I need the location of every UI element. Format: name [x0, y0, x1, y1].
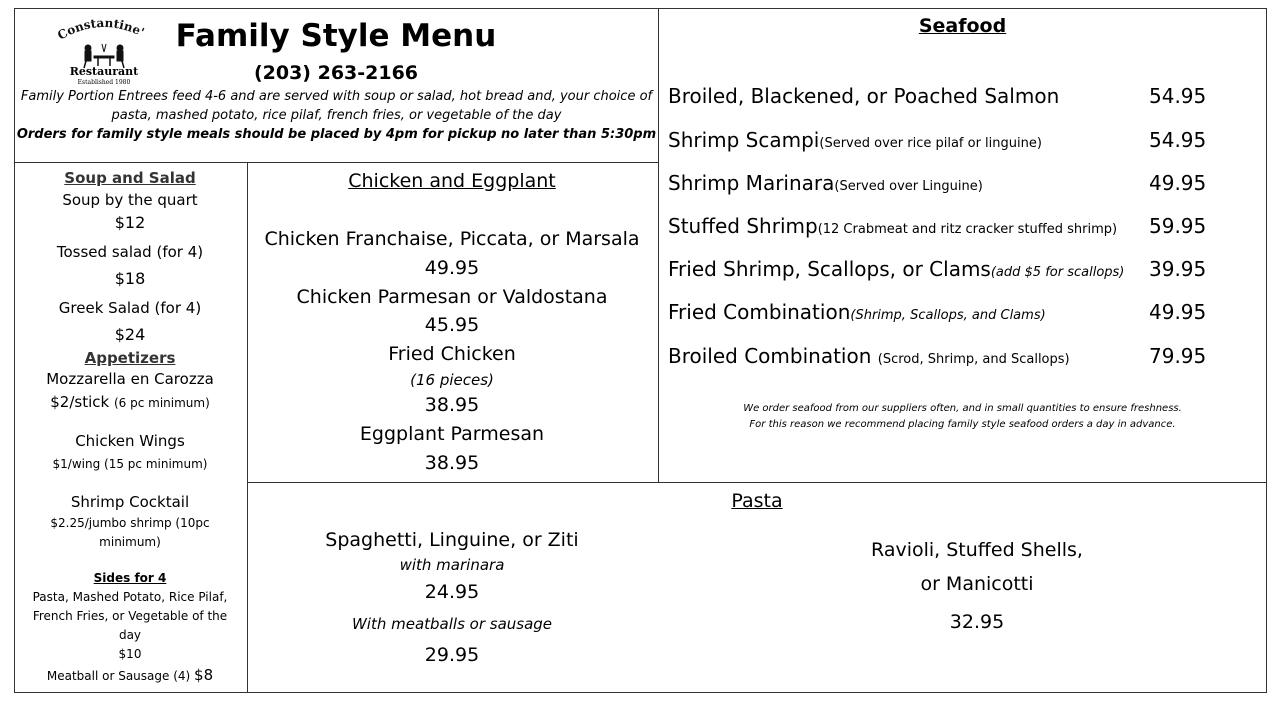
seafood-item-name: Fried Combination — [668, 300, 851, 324]
seafood-heading: Seafood — [918, 15, 1007, 37]
seafood-item-note: (Served over Linguine) — [834, 179, 983, 194]
seafood-item — [668, 213, 1228, 239]
mozzarella-price-line — [14, 393, 246, 411]
chicken-item-3-name: Fried Chicken — [388, 343, 516, 365]
svg-text:Constantine's: onstantine' — [64, 15, 147, 40]
pasta-right-price: 32.95 — [949, 611, 1005, 633]
seafood-item-price: 49.95 — [1149, 171, 1207, 195]
order-note: Orders for family style meals should be placed by 4pm for pickup no later than 5:30pm — [16, 127, 657, 142]
seafood-item — [668, 299, 1228, 325]
seafood-item-name: Shrimp Scampi — [668, 128, 820, 152]
pasta-left-name: Spaghetti, Linguine, or Ziti — [325, 529, 579, 551]
seafood-item-name: Stuffed Shrimp — [668, 214, 818, 238]
seafood-item-price: 54.95 — [1149, 84, 1207, 108]
pasta-heading: Pasta — [731, 490, 783, 512]
chicken-item-2-name: Chicken Parmesan or Valdostana — [296, 286, 608, 308]
seafood-item-name: Fried Shrimp, Scallops, or Clams — [668, 257, 991, 281]
pasta-right-line-2: or Manicotti — [920, 573, 1034, 595]
seafood-item-price: 79.95 — [1149, 344, 1207, 368]
chicken-heading: Chicken and Eggplant — [348, 170, 556, 192]
shrimp-cocktail-price-1: $2.25/jumbo shrimp (10pc — [50, 516, 210, 530]
seafood-item-name: Broiled, Blackened, or Poached Salmon — [668, 84, 1060, 108]
eggplant-name: Eggplant Parmesan — [359, 423, 545, 445]
wings-price: $1/wing — [52, 457, 101, 471]
intro-line-1: Family Portion Entrees feed 4-6 and are served with soup or salad, hot bread and, your choice of — [20, 89, 653, 104]
sides-line-1: Pasta, Mashed Potato, Rice Pilaf, — [32, 590, 228, 604]
seafood-item-note: (add $5 for scallops) — [990, 265, 1125, 280]
pasta-left-marinara: with marinara — [399, 556, 505, 574]
shrimp-cocktail-name: Shrimp Cocktail — [70, 493, 190, 511]
seafood-footnote-2: For this reason we recommend placing family style seafood orders a day in advance. — [749, 419, 1176, 430]
seafood-item-price: 59.95 — [1149, 214, 1207, 238]
sides-price: $10 — [118, 647, 142, 661]
sides-heading: Sides for 4 — [93, 571, 167, 585]
pasta-left-price-2: 29.95 — [424, 644, 480, 666]
soup-name: Soup by the quart — [62, 191, 198, 209]
seafood-item-name: Broiled Combination — [668, 344, 878, 368]
seafood-footnote-1: We order seafood from our suppliers often, and in small quantities to ensure freshness. — [743, 403, 1182, 414]
seafood-item-note: (12 Crabmeat and ritz cracker stuffed shrimp) — [817, 222, 1118, 237]
soup-salad-heading: Soup and Salad — [64, 169, 196, 187]
greek-salad-name: Greek Salad (for 4) — [58, 299, 202, 317]
sides-line-3: day — [118, 628, 142, 642]
eggplant-price: 38.95 — [424, 452, 480, 474]
meatball-line — [14, 666, 246, 684]
mozzarella-note: (6 pc minimum) — [113, 396, 210, 410]
tossed-salad-name: Tossed salad (for 4) — [56, 243, 204, 261]
sides-line-2: French Fries, or Vegetable of the — [32, 609, 228, 623]
seafood-item-price: 54.95 — [1149, 128, 1207, 152]
shrimp-cocktail-price-2: minimum) — [99, 535, 161, 549]
seafood-item — [668, 83, 1228, 109]
logo-restaurant-text: Restaurant — [69, 65, 139, 78]
seafood-item-note: (Scrod, Shrimp, and Scallops) — [877, 352, 1070, 367]
chicken-item-3-note: (16 pieces) — [410, 371, 494, 389]
chicken-item-1-name: Chicken Franchaise, Piccata, or Marsala — [264, 228, 640, 250]
wings-name: Chicken Wings — [75, 432, 185, 450]
meatball-text: Meatball or Sausage (4) — [46, 669, 191, 683]
intro-line-2: pasta, mashed potato, rice pilaf, french fries, or vegetable of the day — [111, 108, 562, 123]
tossed-salad-price: $18 — [114, 269, 146, 288]
page-title: Family Style Menu — [175, 18, 497, 54]
pasta-right-line-1: Ravioli, Stuffed Shells, — [871, 539, 1083, 561]
appetizers-heading: Appetizers — [84, 349, 176, 367]
phone-number: (203) 263-2166 — [253, 62, 419, 84]
seafood-item — [668, 170, 1228, 196]
mozzarella-name: Mozzarella en Carozza — [46, 370, 214, 388]
chicken-item-2-price: 45.95 — [424, 314, 480, 336]
meatball-price: $8 — [194, 666, 214, 684]
seafood-item-price: 49.95 — [1149, 300, 1207, 324]
soup-price: $12 — [114, 213, 146, 232]
seafood-item — [668, 127, 1228, 153]
chicken-item-1-price: 49.95 — [424, 257, 480, 279]
seafood-item — [668, 256, 1228, 282]
seafood-item-note: (Shrimp, Scallops, and Clams) — [850, 308, 1046, 323]
seafood-item-note: (Served over rice pilaf or linguine) — [819, 136, 1042, 151]
seafood-item — [668, 343, 1228, 369]
pasta-left-meat: With meatballs or sausage — [351, 615, 553, 633]
seafood-item-name: Shrimp Marinara — [668, 171, 835, 195]
wings-price-line — [14, 457, 246, 471]
pasta-left-price-1: 24.95 — [424, 581, 480, 603]
logo-established-text: Established 1980 — [77, 79, 131, 86]
chicken-item-3-price: 38.95 — [424, 394, 480, 416]
wings-note: (15 pc minimum) — [104, 457, 208, 471]
greek-salad-price: $24 — [114, 325, 146, 344]
mozzarella-price: $2/stick — [50, 393, 110, 411]
seafood-item-price: 39.95 — [1149, 257, 1207, 281]
